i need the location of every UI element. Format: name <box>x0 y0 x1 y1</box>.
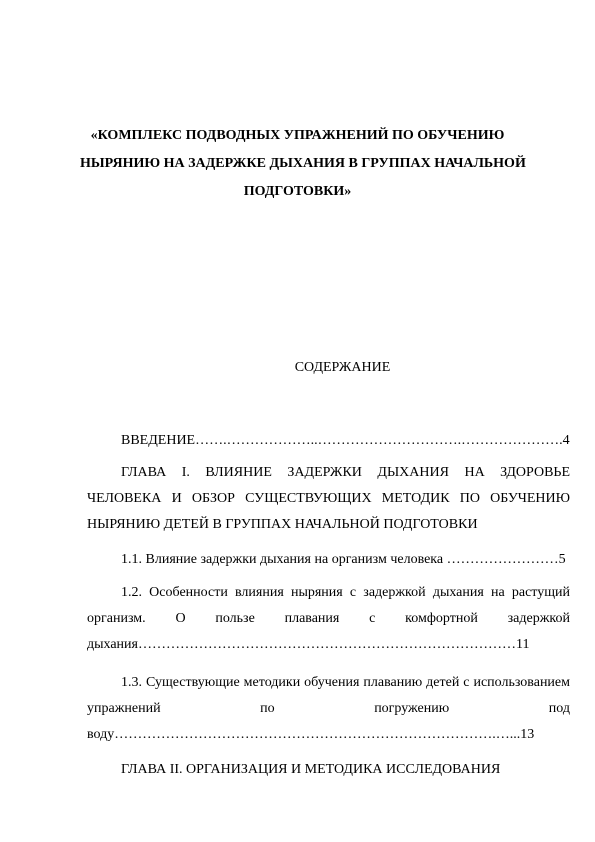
document-title <box>80 122 526 206</box>
word: О <box>175 611 186 626</box>
section-1-3-line-1: 1.3. Существующие методики обучения плаванию детей с использованием <box>121 675 570 690</box>
word: под <box>548 701 570 716</box>
toc-entry-1-1 <box>121 547 570 573</box>
word: задержкой <box>507 611 570 626</box>
chapter-2-text: ГЛАВА II. ОРГАНИЗАЦИЯ И МЕТОДИКА ИССЛЕДОВАНИЯ <box>121 762 501 777</box>
title-line-2: НЫРЯНИЮ НА ЗАДЕРЖКЕ ДЫХАНИЯ В ГРУППАХ НАЧАЛЬНОЙ <box>80 156 526 171</box>
word: упражнений <box>87 701 161 716</box>
chapter-1-line-3: НЫРЯНИЮ ДЕТЕЙ В ГРУППАХ НАЧАЛЬНОЙ ПОДГОТОВКИ <box>87 517 478 532</box>
section-1-2-line-1: 1.2. Особенности влияния ныряния с задержкой дыхания на растущий <box>121 585 570 600</box>
toc-entry-1-3 <box>87 670 570 748</box>
word: плавания <box>284 611 340 626</box>
toc-entry-intro <box>121 428 570 454</box>
word: пользе <box>215 611 255 626</box>
title-line-1: «КОМПЛЕКС ПОДВОДНЫХ УПРАЖНЕНИЙ ПО ОБУЧЕНИЮ <box>90 128 505 143</box>
section-1-3-line-2 <box>87 696 570 722</box>
chapter-1-line-1: ГЛАВА I. ВЛИЯНИЕ ЗАДЕРЖКИ ДЫХАНИЯ НА ЗДОРОВЬЕ <box>121 465 570 480</box>
word: по <box>260 701 275 716</box>
chapter-1-line-2: ЧЕЛОВЕКА И ОБЗОР СУЩЕСТВУЮЩИХ МЕТОДИК ПО ОБУЧЕНИЮ <box>87 491 570 506</box>
section-1-2-line-2 <box>87 606 570 632</box>
toc-entry-chapter-2 <box>121 757 570 783</box>
word: с <box>369 611 376 626</box>
word: комфортной <box>405 611 478 626</box>
toc-entry-chapter-1 <box>87 460 570 538</box>
word: погружению <box>374 701 450 716</box>
word: организм. <box>87 611 146 626</box>
section-1-3-line-3: воду……………………………………………………………………….…...13 <box>87 727 535 742</box>
section-1-1-text: 1.1. Влияние задержки дыхания на организм человека ……………………5 <box>121 552 566 567</box>
toc-entry-1-2 <box>87 580 570 658</box>
title-line-3: ПОДГОТОВКИ» <box>243 184 352 199</box>
toc-intro-text: ВВЕДЕНИЕ…….………………..………………………….………………….4 <box>121 433 570 448</box>
section-1-2-line-3: дыхания………………………………………………………………………11 <box>87 637 530 652</box>
contents-heading: СОДЕРЖАНИЕ <box>294 360 391 375</box>
